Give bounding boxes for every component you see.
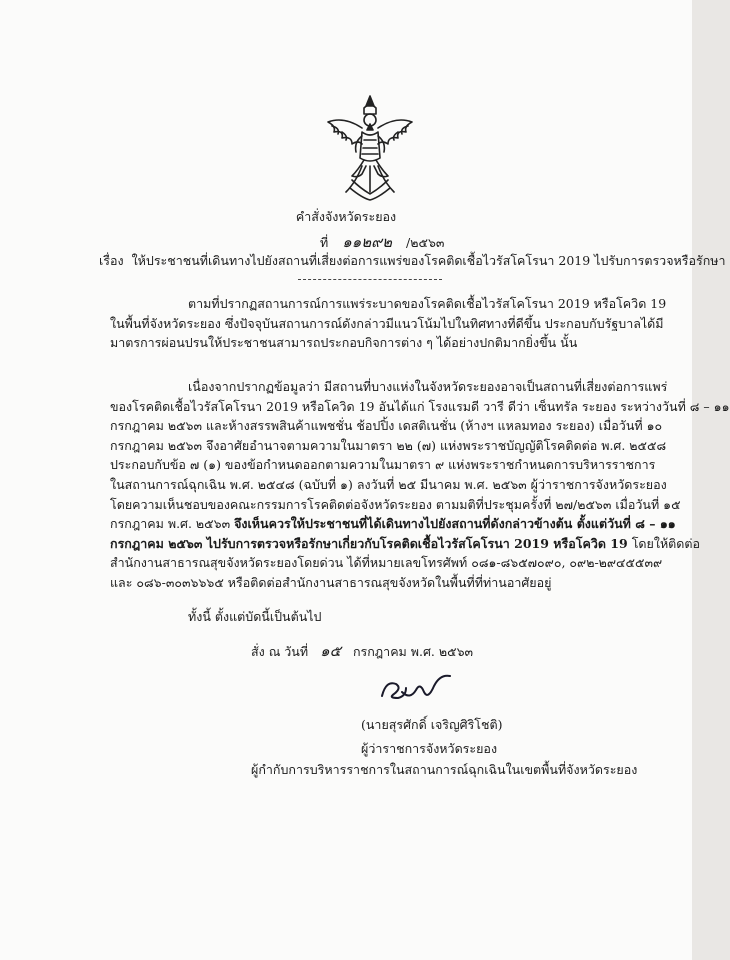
paragraph-2-line-9	[110, 534, 730, 554]
subject-text: ให้ประชาชนที่เดินทางไปยังสถานที่เสี่ยงต่อการแพร่ของโรคติดเชื้อไวรัสโคโรนา 2019 ไปรับการตรวจหรือรักษา	[131, 253, 726, 268]
order-date	[251, 639, 473, 663]
paragraph-2-line: เนื่องจากปรากฏข้อมูลว่า มีสถานที่บางแห่งในจังหวัดระยองอาจเป็นสถานที่เสี่ยงต่อการแพร่	[188, 379, 668, 394]
paragraph-2-line-8-a: กรกฎาคม พ.ศ. ๒๕๖๓	[110, 516, 231, 532]
paragraph-2-line-9-b: โดยให้ติดต่อ	[631, 535, 701, 551]
paragraph-1-line: ในพื้นที่จังหวัดระยอง ซึ่งปัจจุบันสถานการณ์ดังกล่าวมีแนวโน้มไปในทิศทางที่ดีขึ้น ประกอบกับรัฐบาลได้มี	[110, 315, 664, 331]
handwritten-signature-icon	[376, 670, 456, 708]
issuer: คำสั่งจังหวัดระยอง	[295, 209, 397, 224]
signer-name: (นายสุรศักดิ์ เจริญศิริโชติ)	[361, 717, 503, 732]
paragraph-2-line-8	[110, 514, 730, 534]
order-date-prefix: สั่ง ณ วันที่	[251, 644, 309, 659]
signer-title: ผู้ว่าราชการจังหวัดระยอง	[361, 741, 498, 756]
paragraph-2-line: ประกอบกับข้อ ๗ (๑) ของข้อกำหนดออกตามความในมาตรา ๙ แห่งพระราชกำหนดการบริหารราชการ	[110, 457, 656, 473]
paragraph-1-line: ตามที่ปรากฏสถานการณ์การแพร่ระบาดของโรคติดเชื้อไวรัสโคโรนา 2019 หรือโควิด 19	[188, 296, 667, 311]
paragraph-2-line: ของโรคติดเชื้อไวรัสโคโรนา 2019 หรือโควิด 19 อันได้แก่ โรงแรมดี วารี ดีว่า เซ็นทรัล ระยอง ระหว่างวันที่ ๘ – ๑๑	[110, 398, 730, 414]
subject-label: เรื่อง	[99, 253, 124, 268]
garuda-emblem-icon	[322, 92, 418, 202]
order-date-day: ๑๕	[320, 642, 341, 660]
order-number-prefix: ที่	[320, 235, 329, 250]
paragraph-2-line-11: และ ๐๘๖-๓๐๓๖๖๖๕ หรือติดต่อสำนักงานสาธารณสุขจังหวัดในพื้นที่ที่ท่านอาศัยอยู่	[110, 574, 552, 590]
paragraph-2-line: โดยความเห็นชอบของคณะกรรมการโรคติดต่อจังหวัดระยอง ตามมติที่ประชุมครั้งที่ ๒๗/๒๕๖๓ เมื่อวันที่ ๑๕	[110, 496, 681, 512]
paragraph-2-line: กรกฎาคม ๒๕๖๓ และห้างสรรพสินค้าแพชชั่น ช้อปปิ้ง เดสติเนชั่น (ห้างฯ แหลมทอง ระยอง) เมื่อวันที่ ๑๐	[110, 418, 663, 434]
paragraph-2-line-8-bold: จึงเห็นควรให้ประชาชนที่ได้เดินทางไปยังสถานที่ดังกล่าวข้างต้น ตั้งแต่วันที่ ๘ – ๑๑	[234, 516, 676, 532]
paragraph-2	[110, 377, 730, 593]
effective-statement: ทั้งนี้ ตั้งแต่บัดนี้เป็นต้นไป	[188, 609, 322, 624]
paragraph-1	[110, 294, 666, 353]
paragraph-2-line: กรกฎาคม ๒๕๖๓ จึงอาศัยอำนาจตามความในมาตรา ๒๒ (๗) แห่งพระราชบัญญัติโรคติดต่อ พ.ศ. ๒๕๕๘	[110, 437, 667, 453]
paragraph-1-line: มาตรการผ่อนปรนให้ประชาชนสามารถประกอบกิจการต่าง ๆ ได้อย่างปกติมากยิ่งขึ้น นั้น	[110, 335, 578, 351]
signer-role: ผู้กำกับการบริหารราชการในสถานการณ์ฉุกเฉินในเขตพื้นที่จังหวัดระยอง	[251, 762, 638, 777]
subject	[99, 251, 726, 271]
paragraph-2-line-9-bold: กรกฎาคม ๒๕๖๓ ไปรับการตรวจหรือรักษาเกี่ยวกับโรคติดเชื้อไวรัสโคโรนา 2019 หรือโควิด 19	[110, 535, 628, 551]
subject-divider	[298, 279, 442, 280]
paragraph-2-line: ในสถานการณ์ฉุกเฉิน พ.ศ. ๒๕๔๘ (ฉบับที่ ๑) ลงวันที่ ๒๕ มีนาคม พ.ศ. ๒๕๖๓ ผู้ว่าราชการจังหวัดระยอง	[110, 476, 667, 492]
order-date-month-year: กรกฎาคม พ.ศ. ๒๕๖๓	[352, 644, 474, 659]
paragraph-2-line-10: สำนักงานสาธารณสุขจังหวัดระยองโดยด่วน ได้ที่หมายเลขโทรศัพท์ ๐๘๑-๘๖๕๗๐๙๐, ๐๙๒-๒๙๔๕๕๓๙	[110, 555, 663, 571]
order-number-suffix: /๒๕๖๓	[406, 235, 445, 250]
order-number-handwritten: ๑๑๒๙๒	[342, 233, 393, 251]
